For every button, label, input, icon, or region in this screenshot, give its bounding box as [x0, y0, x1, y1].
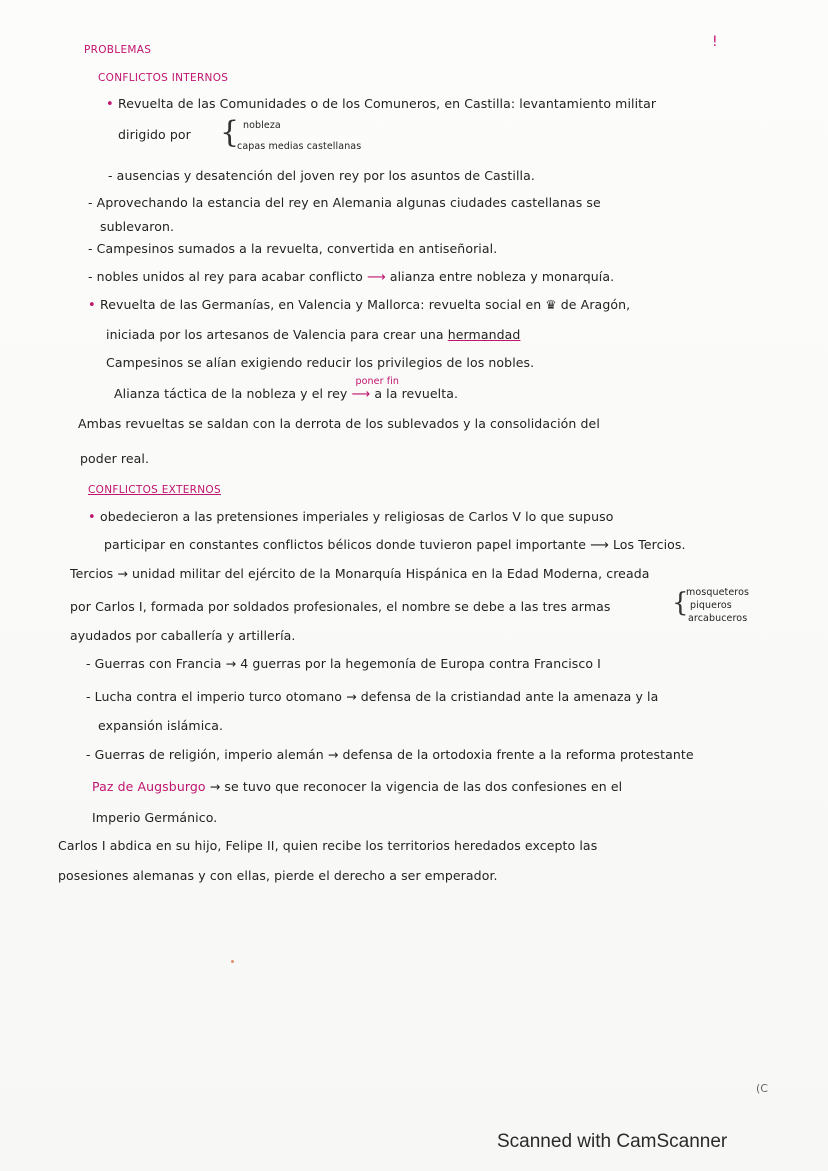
left-brace-icon: {: [672, 588, 689, 618]
arms-mosqueteros: mosqueteros: [686, 587, 750, 598]
section-heading-internal: CONFLICTOS INTERNOS: [98, 72, 229, 84]
war-religion: - Guerras de religión, imperio alemán → defensa de la ortodoxia frente a la reforma protestante: [86, 747, 694, 762]
exclamation-mark: !: [712, 34, 718, 50]
germanias-line-1: • Revuelta de las Germanías, en Valencia y Mallorca: revuelta social en ♛ de Aragón,: [88, 297, 631, 313]
item-nobles: - nobles unidos al rey para acabar conflicto ⟶ alianza entre nobleza y monarquía.: [88, 269, 615, 285]
tercios-line-1: Tercios → unidad militar del ejército de la Monarquía Hispánica en la Edad Moderna, creada: [70, 566, 650, 581]
germanias-line-2: iniciada por los artesanos de Valencia para crear una hermandad: [106, 327, 521, 342]
comuneros-line-1: • Revuelta de las Comunidades o de los Comuneros, en Castilla: levantamiento militar: [106, 96, 657, 112]
ink-dot: [231, 960, 234, 963]
page-title: PROBLEMAS: [84, 44, 152, 56]
germanias-line-3: Campesinos se alían exigiendo reducir los privilegios de los nobles.: [106, 355, 535, 370]
brace-item-capas: capas medias castellanas: [237, 141, 362, 152]
item-peasants: - Campesinos sumados a la revuelta, convertida en antiseñorial.: [88, 241, 498, 256]
tercios-line-2: por Carlos I, formada por soldados profesionales, el nombre se debe a las tres armas: [70, 599, 611, 614]
camscanner-watermark: Scanned with CamScanner: [497, 1131, 728, 1152]
abdication-line-1: Carlos I abdica en su hijo, Felipe II, quien recibe los territorios heredados excepto las: [58, 838, 598, 853]
peace-line-2: Imperio Germánico.: [92, 810, 218, 825]
brace-item-nobleza: nobleza: [243, 120, 281, 131]
page-corner-mark: (C: [756, 1082, 768, 1095]
summary-line-1: Ambas revueltas se saldan con la derrota de los sublevados y la consolidación del: [78, 416, 600, 431]
external-line-2: participar en constantes conflictos bélicos donde tuvieron papel importante ⟶ Los Tercios.: [104, 537, 686, 553]
item-absence: - ausencias y desatención del joven rey por los asuntos de Castilla.: [108, 168, 535, 183]
war-france: - Guerras con Francia → 4 guerras por la hegemonía de Europa contra Francisco I: [86, 656, 601, 671]
arrow-icon: ⟶: [351, 387, 371, 402]
comuneros-line-2: dirigido por: [118, 127, 191, 142]
pink-bullet-icon: •: [88, 510, 101, 525]
war-turk-1: - Lucha contra el imperio turco otomano → defensa de la cristiandad ante la amenaza y la: [86, 689, 659, 704]
section-heading-external: CONFLICTOS EXTERNOS: [88, 484, 221, 496]
pink-bullet-icon: •: [88, 298, 101, 313]
arrow-icon: ⟶: [590, 538, 609, 553]
external-line-1: • obedecieron a las pretensiones imperiales y religiosas de Carlos V lo que supuso: [88, 509, 614, 525]
arms-piqueros: piqueros: [690, 600, 732, 611]
tercios-line-3: ayudados por caballería y artillería.: [70, 628, 296, 643]
pink-bullet-icon: •: [106, 97, 119, 112]
war-turk-2: expansión islámica.: [98, 718, 224, 733]
abdication-line-2: posesiones alemanas y con ellas, pierde el derecho a ser emperador.: [58, 868, 498, 883]
summary-line-2: poder real.: [80, 451, 150, 466]
item-advantage-1: - Aprovechando la estancia del rey en Alemania algunas ciudades castellanas se: [88, 195, 601, 210]
arrow-icon: ⟶: [367, 270, 386, 285]
item-advantage-2: sublevaron.: [100, 219, 175, 234]
arms-arcabuceros: arcabuceros: [688, 613, 748, 624]
germanias-line-4: Alianza táctica de la nobleza y el rey poner fin ⟶ a la revuelta.: [114, 376, 459, 402]
crown-icon: ♛: [545, 297, 557, 312]
peace-line-1: Paz de Augsburgo → se tuvo que reconocer la vigencia de las dos confesiones en el: [92, 779, 623, 794]
left-brace-icon: {: [220, 115, 240, 150]
